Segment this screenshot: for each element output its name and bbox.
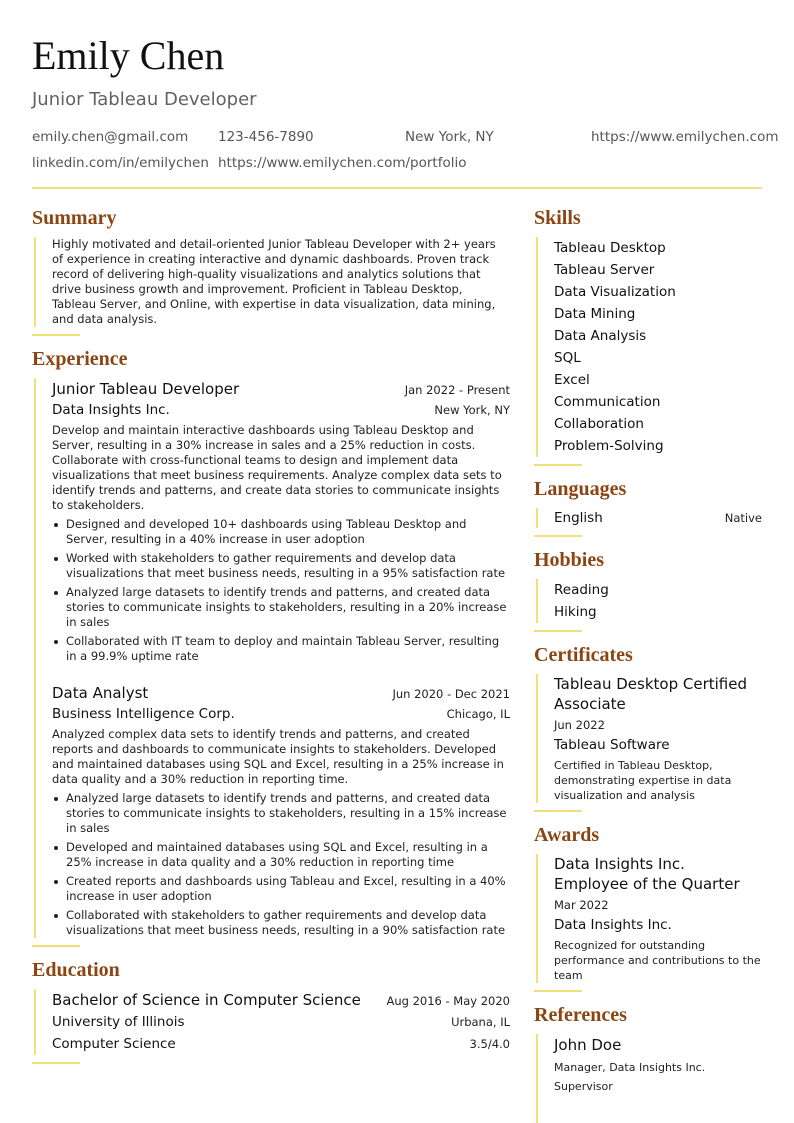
certificates-section bbox=[534, 643, 762, 812]
language-level: Native bbox=[724, 511, 762, 525]
references-heading: References bbox=[534, 1004, 627, 1026]
summary-body bbox=[34, 237, 510, 327]
education-location: Urbana, IL bbox=[451, 1015, 510, 1029]
candidate-name: Emily Chen bbox=[32, 33, 225, 78]
bullet-item: Collaborated with stakeholders to gather requirements and develop data visualizations that meet business needs, resulting in a 90% satisfaction rate bbox=[52, 908, 510, 938]
phone-number: 123-456-7890 bbox=[218, 129, 314, 145]
reference-name: John Doe bbox=[554, 1036, 622, 1054]
hobbies-body bbox=[536, 579, 762, 623]
awards-section bbox=[534, 823, 762, 992]
education-field: Computer Science bbox=[52, 1036, 176, 1052]
certificate-title: Tableau Desktop Certified Associate bbox=[554, 675, 748, 713]
award-description: Recognized for outstanding performance and contributions to the team bbox=[554, 939, 761, 982]
award-issuer: Data Insights Inc. bbox=[554, 917, 672, 933]
reference-role: Manager, Data Insights Inc. bbox=[554, 1061, 706, 1074]
skill-item: SQL bbox=[554, 350, 581, 366]
award-date: Mar 2022 bbox=[554, 898, 609, 912]
section-divider bbox=[534, 464, 582, 466]
job-entry-dates: Jun 2020 - Dec 2021 bbox=[392, 687, 510, 701]
bullet-item: Analyzed large datasets to identify trends and patterns, and created data stories to communicate insights to stakeholders, resulting in a 15% increase in sales bbox=[52, 791, 510, 836]
bullet-item: Analyzed large datasets to identify trends and patterns, and created data stories to communicate insights to stakeholders, resulting in a 20% increase in sales bbox=[52, 585, 510, 630]
email-link[interactable]: emily.chen@gmail.com bbox=[32, 129, 189, 145]
skill-item: Tableau Desktop bbox=[554, 240, 666, 256]
job-entry-bullets bbox=[52, 517, 510, 664]
location: New York, NY bbox=[405, 129, 494, 145]
section-divider bbox=[534, 630, 582, 632]
education-heading: Education bbox=[32, 959, 120, 981]
hobbies-section bbox=[534, 548, 762, 632]
section-divider bbox=[32, 334, 80, 336]
job-entry-title: Junior Tableau Developer bbox=[52, 380, 240, 398]
section-divider bbox=[534, 810, 582, 812]
main-column bbox=[32, 206, 510, 1075]
job-entry-company: Data Insights Inc. bbox=[52, 402, 170, 418]
section-divider bbox=[534, 990, 582, 992]
summary-section bbox=[32, 206, 510, 336]
certificates-body bbox=[536, 674, 762, 803]
hobbies-heading: Hobbies bbox=[534, 549, 605, 571]
website-link[interactable]: https://www.emilychen.com bbox=[591, 129, 779, 145]
certificate-date: Jun 2022 bbox=[554, 718, 605, 732]
bullet-item: Collaborated with IT team to deploy and maintain Tableau Server, resulting in a 99.9% uptime rate bbox=[52, 634, 510, 664]
header-divider bbox=[32, 187, 762, 189]
sidebar-column bbox=[534, 206, 762, 1123]
experience-body bbox=[34, 378, 510, 938]
certificates-heading: Certificates bbox=[534, 644, 633, 666]
skills-body bbox=[536, 237, 762, 457]
skill-item: Data Analysis bbox=[554, 328, 647, 344]
skill-item: Problem-Solving bbox=[554, 438, 664, 454]
award-title: Data Insights Inc. Employee of the Quarter bbox=[554, 855, 740, 893]
job-entry-location: New York, NY bbox=[434, 403, 510, 417]
education-body bbox=[34, 989, 510, 1055]
languages-section bbox=[534, 477, 762, 537]
section-divider bbox=[32, 945, 80, 947]
education-school: University of Illinois bbox=[52, 1014, 185, 1030]
job-entry-company: Business Intelligence Corp. bbox=[52, 706, 235, 722]
bullet-item: Developed and maintained databases using SQL and Excel, resulting in a 25% increase in data quality and a 30% reduction in reporting time bbox=[52, 840, 510, 870]
bullet-item: Worked with stakeholders to gather requirements and develop data visualizations that meet business needs, resulting in a 95% satisfaction rate bbox=[52, 551, 510, 581]
languages-heading: Languages bbox=[534, 478, 627, 500]
job-entry-dates: Jan 2022 - Present bbox=[404, 383, 510, 397]
references-body bbox=[536, 1034, 762, 1123]
job-entry bbox=[52, 682, 510, 938]
education-dates: Aug 2016 - May 2020 bbox=[386, 994, 510, 1008]
job-entry-title: Data Analyst bbox=[52, 684, 149, 702]
skill-item: Communication bbox=[554, 394, 661, 410]
skill-item: Collaboration bbox=[554, 416, 644, 432]
job-entry-location: Chicago, IL bbox=[446, 707, 510, 721]
awards-body bbox=[536, 854, 762, 983]
hobby-item: Hiking bbox=[554, 604, 597, 620]
skill-item: Data Visualization bbox=[554, 284, 676, 300]
skills-heading: Skills bbox=[534, 207, 581, 229]
certificate-description: Certified in Tableau Desktop, demonstrating expertise in data visualization and analysis bbox=[554, 759, 732, 802]
summary-text: Highly motivated and detail-oriented Junior Tableau Developer with 2+ years of experience in creating interactive and dynamic dashboards. Proven track record of delivering high-quality visualizations and analytics solutions that drive business growth and improvement. Proficient in Tableau Desktop, Tableau Server, and Online, with expertise in data visualization, data mining, and data analysis. bbox=[52, 237, 496, 326]
bullet-item: Created reports and dashboards using Tableau and Excel, resulting in a 40% increase in user adoption bbox=[52, 874, 510, 904]
job-entry-description: Analyzed complex data sets to identify trends and patterns, and created reports and dashboards to communicate insights to stakeholders. Developed and maintained databases using SQL and Excel, resulting in a 25% increase in data quality and a 30% reduction in reporting time. bbox=[52, 727, 504, 786]
skills-section bbox=[534, 206, 762, 466]
awards-heading: Awards bbox=[534, 824, 600, 846]
education-gpa: 3.5/4.0 bbox=[469, 1037, 510, 1051]
section-divider bbox=[534, 535, 582, 537]
certificate-issuer: Tableau Software bbox=[554, 737, 670, 753]
reference-relation: Supervisor bbox=[554, 1080, 613, 1093]
skill-item: Data Mining bbox=[554, 306, 636, 322]
references-section bbox=[534, 1003, 762, 1123]
job-entry-bullets bbox=[52, 791, 510, 938]
linkedin-link[interactable]: linkedin.com/in/emilychen bbox=[32, 155, 209, 171]
portfolio-link[interactable]: https://www.emilychen.com/portfolio bbox=[218, 155, 467, 171]
job-entry-description: Develop and maintain interactive dashboards using Tableau Desktop and Server, resulting in a 30% increase in sales and a 25% reduction in costs. Collaborate with cross-functional teams to design and implement data visualizations that meet business requirements. Analyze complex data sets to identify trends and patterns, and create data stories to communicate insights to stakeholders. bbox=[52, 423, 502, 512]
languages-body bbox=[536, 508, 762, 528]
experience-heading: Experience bbox=[32, 348, 128, 370]
language-name: English bbox=[554, 510, 603, 526]
section-divider bbox=[32, 1062, 80, 1064]
experience-section bbox=[32, 347, 510, 947]
hobby-item: Reading bbox=[554, 582, 609, 598]
job-entry bbox=[52, 378, 510, 664]
bullet-item: Designed and developed 10+ dashboards using Tableau Desktop and Server, resulting in a 40% increase in user adoption bbox=[52, 517, 510, 547]
education-section bbox=[32, 958, 510, 1064]
education-degree: Bachelor of Science in Computer Science bbox=[52, 991, 361, 1009]
skill-item: Tableau Server bbox=[554, 262, 655, 278]
skill-item: Excel bbox=[554, 372, 590, 388]
job-title: Junior Tableau Developer bbox=[32, 89, 257, 110]
summary-heading: Summary bbox=[32, 207, 117, 229]
